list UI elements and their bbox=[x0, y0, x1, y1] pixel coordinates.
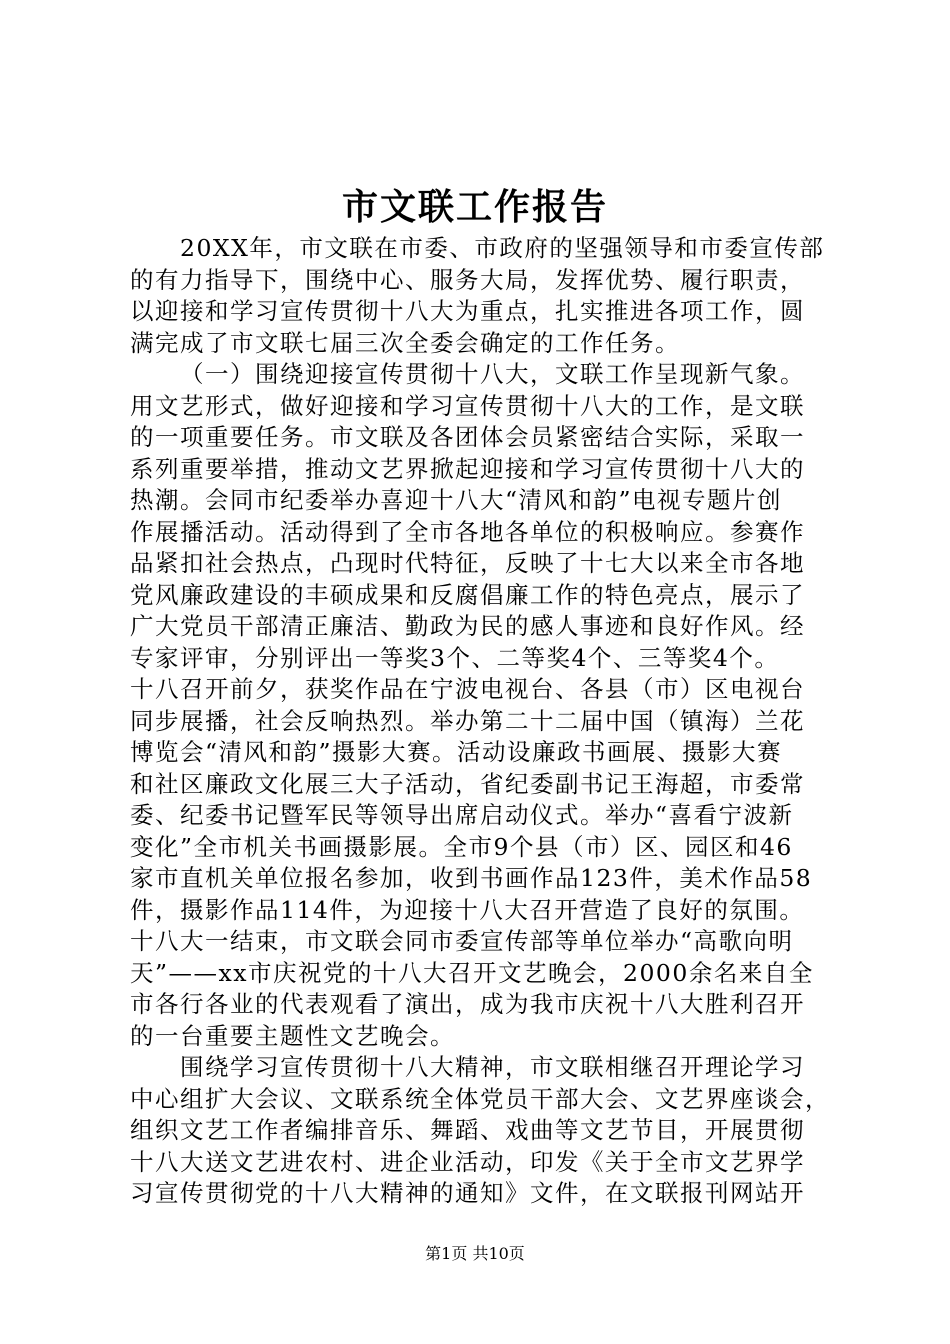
text-line: 的有力指导下，围绕中心、服务大局，发挥优势、履行职责， bbox=[130, 265, 805, 294]
document-body bbox=[130, 233, 830, 1210]
text-line: 广大党员干部清正廉洁、勤政为民的感人事迹和良好作风。经 bbox=[130, 612, 805, 640]
text-line: 系列重要举措，推动文艺界掀起迎接和学习宣传贯彻十八大的 bbox=[130, 454, 805, 483]
text-line: 十八大一结束，市文联会同市委宣传部等单位举办“高歌向明 bbox=[130, 927, 794, 955]
text-line: 十八大送文艺进农村、进企业活动，印发《关于全市文艺界学 bbox=[130, 1147, 805, 1176]
text-line: 十八召开前夕，获奖作品在宁波电视台、各县（市）区电视台 bbox=[130, 675, 805, 703]
text-line: 的一项重要任务。市文联及各团体会员紧密结合实际，采取一 bbox=[130, 423, 805, 451]
text-line: 博览会“清风和韵”摄影大赛。活动设廉政书画展、摄影大赛 bbox=[130, 738, 783, 766]
text-line: 专家评审，分别评出一等奖3个、二等奖4个、三等奖4个。 bbox=[130, 643, 780, 672]
text-line: 热潮。会同市纪委举办喜迎十八大“清风和韵”电视专题片创 bbox=[130, 486, 783, 514]
page-footer: 第1页 共10页 bbox=[425, 1244, 525, 1263]
text-line: 品紧扣社会热点，凸现时代特征，反映了十七大以来全市各地 bbox=[130, 549, 805, 577]
text-line: 作展播活动。活动得到了全市各地各单位的积极响应。参赛作 bbox=[130, 517, 805, 546]
text-line: 变化”全市机关书画摄影展。全市9个县（市）区、园区和46 bbox=[130, 832, 793, 861]
text-line: 满完成了市文联七届三次全委会确定的工作任务。 bbox=[130, 328, 680, 357]
text-line: 20XX年，市文联在市委、市政府的坚强领导和市委宣传部 bbox=[180, 234, 825, 262]
text-line: 用文艺形式，做好迎接和学习宣传贯彻十八大的工作，是文联 bbox=[130, 391, 805, 420]
text-line: 党风廉政建设的丰硕成果和反腐倡廉工作的特色亮点，展示了 bbox=[130, 580, 805, 609]
document-title: 市文联工作报告 bbox=[341, 186, 608, 228]
text-line: 习宣传贯彻党的十八大精神的通知》文件，在文联报刊网站开 bbox=[130, 1179, 805, 1207]
text-line: 件，摄影作品114件，为迎接十八大召开营造了良好的氛围。 bbox=[130, 895, 805, 924]
text-line: 天”——xx市庆祝党的十八大召开文艺晚会，2000余名来自全 bbox=[130, 958, 814, 987]
text-line: 和社区廉政文化展三大子活动，省纪委副书记王海超，市委常 bbox=[130, 769, 805, 798]
text-line: （一）围绕迎接宣传贯彻十八大，文联工作呈现新气象。 bbox=[180, 360, 805, 388]
text-line: 以迎接和学习宣传贯彻十八大为重点，扎实推进各项工作，圆 bbox=[130, 297, 805, 325]
text-line: 同步展播，社会反响热烈。举办第二十二届中国（镇海）兰花 bbox=[130, 706, 805, 735]
text-line: 围绕学习宣传贯彻十八大精神，市文联相继召开理论学习 bbox=[180, 1053, 805, 1081]
text-line: 市各行各业的代表观看了演出，成为我市庆祝十八大胜利召开 bbox=[130, 990, 805, 1018]
text-line: 组织文艺工作者编排音乐、舞蹈、戏曲等文艺节目，开展贯彻 bbox=[130, 1116, 805, 1144]
text-line: 委、纪委书记暨军民等领导出席启动仪式。举办“喜看宁波新 bbox=[130, 801, 794, 829]
text-line: 中心组扩大会议、文联系统全体党员干部大会、文艺界座谈会， bbox=[130, 1084, 830, 1113]
text-line: 家市直机关单位报名参加，收到书画作品123件，美术作品58 bbox=[130, 864, 813, 892]
text-line: 的一台重要主题性文艺晚会。 bbox=[130, 1021, 455, 1050]
